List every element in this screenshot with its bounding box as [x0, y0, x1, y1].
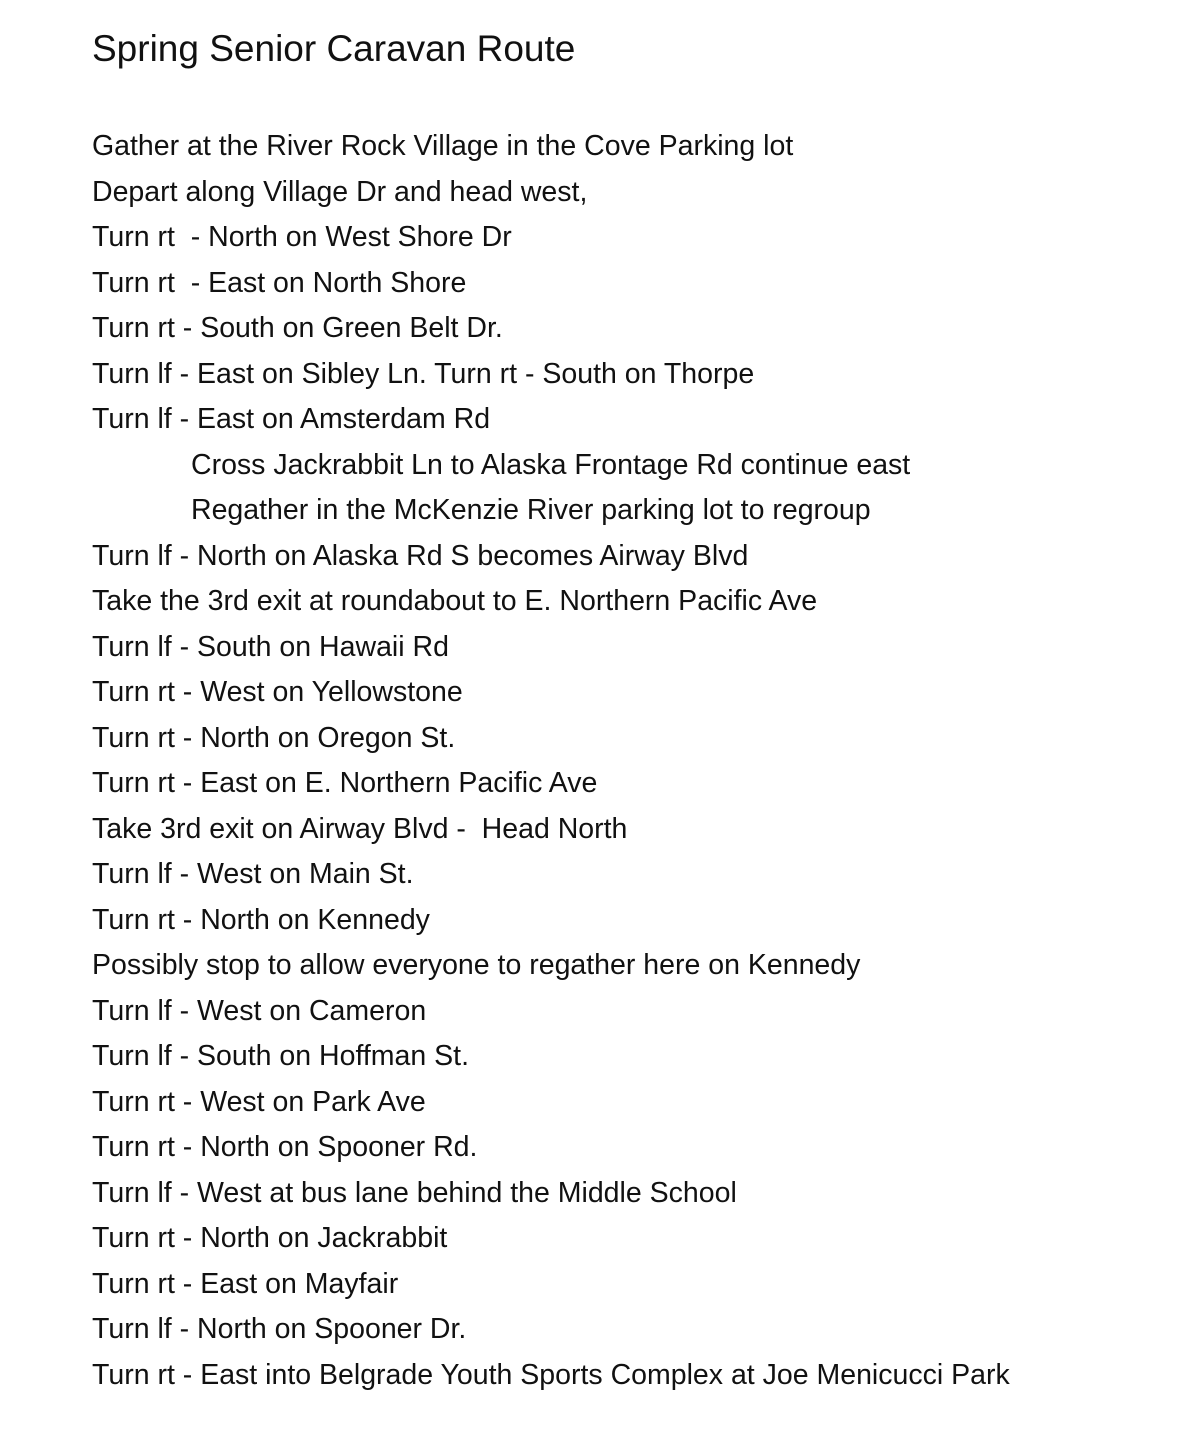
route-step-line: Turn rt - North on Kennedy	[92, 903, 430, 936]
route-step-line: Turn rt - East on E. Northern Pacific Ave	[92, 767, 598, 799]
route-step-line: Depart along Village Dr and head west,	[92, 175, 588, 208]
route-step-line: Turn rt - East into Belgrade Youth Sports Complex at Joe Menicucci Park	[92, 1358, 1010, 1391]
route-step-line: Turn rt - North on Oregon St.	[92, 721, 456, 754]
route-step-line: Turn lf - West at bus lane behind the Middle School	[92, 1176, 737, 1209]
route-step-line: Turn lf - South on Hawaii Rd	[92, 630, 449, 663]
route-step-line: Turn rt - East on Mayfair	[92, 1267, 399, 1300]
route-step-line: Turn rt - North on Spooner Rd.	[92, 1131, 478, 1163]
route-step-line: Turn lf - North on Alaska Rd S becomes Airway Blvd	[92, 539, 749, 572]
route-step-line: Take the 3rd exit at roundabout to E. Northern Pacific Ave	[92, 585, 818, 617]
route-directions-list	[92, 124, 1010, 1398]
route-step-line: Gather at the River Rock Village in the Cove Parking lot	[92, 130, 794, 162]
route-step-line: Turn lf - West on Main St.	[92, 858, 414, 890]
route-step-line: Turn lf - East on Sibley Ln. Turn rt - South on Thorpe	[92, 357, 755, 390]
route-step-line: Turn rt - North on Jackrabbit	[92, 1222, 448, 1254]
route-step-line: Turn lf - East on Amsterdam Rd	[92, 403, 491, 435]
route-step-line: Turn rt - West on Yellowstone	[92, 676, 463, 708]
route-step-line: Possibly stop to allow everyone to regather here on Kennedy	[92, 949, 861, 981]
route-step-line: Turn lf - North on Spooner Dr.	[92, 1313, 467, 1345]
route-step-line: Turn rt - East on North Shore	[92, 266, 467, 299]
route-step-line: Turn lf - West on Cameron	[92, 994, 427, 1027]
route-note-line: Regather in the McKenzie River parking lot to regroup	[191, 494, 871, 526]
route-step-line: Turn rt - North on West Shore Dr	[92, 221, 512, 253]
document-title: Spring Senior Caravan Route	[92, 28, 576, 69]
route-step-line: Turn rt - South on Green Belt Dr.	[92, 312, 503, 344]
document-page	[92, 26, 1182, 1391]
route-step-line: Turn lf - South on Hoffman St.	[92, 1040, 470, 1072]
route-note-line: Cross Jackrabbit Ln to Alaska Frontage Rd continue east	[191, 448, 911, 481]
route-step-line: Turn rt - West on Park Ave	[92, 1085, 426, 1118]
route-step-line: Take 3rd exit on Airway Blvd - Head North	[92, 812, 628, 845]
